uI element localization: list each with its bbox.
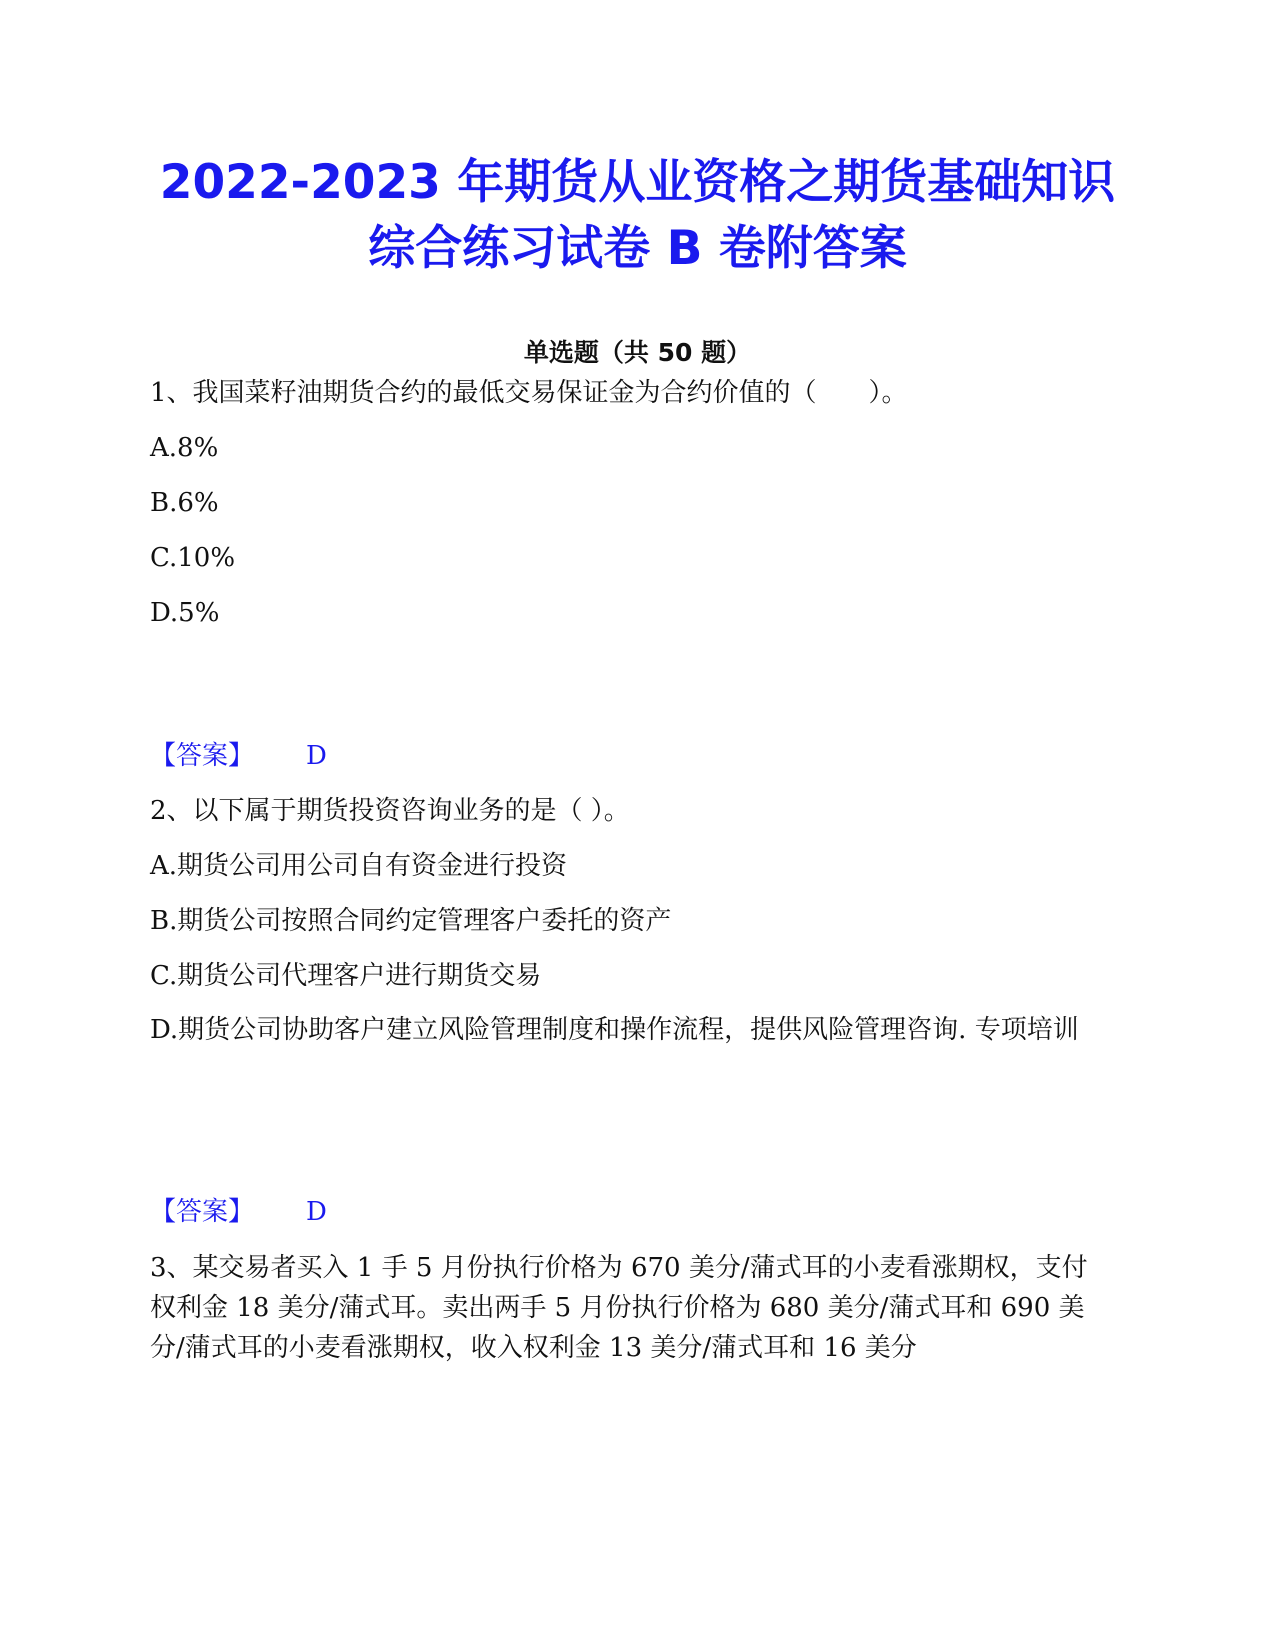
- question-2-option-c: C.期货公司代理客户进行期货交易: [150, 961, 542, 991]
- question-2-stem: 2、以下属于期货投资咨询业务的是（ ）。: [150, 796, 630, 826]
- question-3-stem: 3、某交易者买入 1 手 5 月份执行价格为 670 美分/蒲式耳的小麦看涨期权，支付权利金 18 美分/蒲式耳。卖出两手 5 月份执行价格为 680 美分/蒲式耳和 690 美分/蒲式耳的小麦看涨期权，收入权利金 13 美分/蒲式耳和 16 美分: [150, 1253, 1088, 1363]
- document-title-line-2: 综合练习试卷 B 卷附答案: [368, 221, 907, 276]
- question-1-answer: [150, 741, 327, 771]
- question-1-option-a: A.8%: [150, 433, 219, 463]
- answer-label: 【答案】: [150, 741, 255, 771]
- question-1-option-c: C.10%: [150, 543, 236, 573]
- question-1-option-b: B.6%: [150, 488, 219, 518]
- question-2-option-a: A.期货公司用公司自有资金进行投资: [150, 851, 568, 881]
- question-1-stem: 1、我国菜籽油期货合约的最低交易保证金为合约价值的（ ）。: [150, 378, 908, 408]
- question-2-answer: [150, 1197, 327, 1227]
- answer-value: D: [306, 741, 327, 771]
- question-1-option-d: D.5%: [150, 598, 220, 628]
- answer-label: 【答案】: [150, 1197, 255, 1227]
- document-title-line-1: 2022-2023 年期货从业资格之期货基础知识: [159, 155, 1116, 210]
- question-2-option-d: D.期货公司协助客户建立风险管理制度和操作流程，提供风险管理咨询. 专项培训: [150, 1015, 1079, 1045]
- section-heading: 单选题（共 50 题）: [523, 338, 752, 367]
- question-2-option-b: B.期货公司按照合同约定管理客户委托的资产: [150, 906, 672, 936]
- answer-value: D: [306, 1197, 327, 1227]
